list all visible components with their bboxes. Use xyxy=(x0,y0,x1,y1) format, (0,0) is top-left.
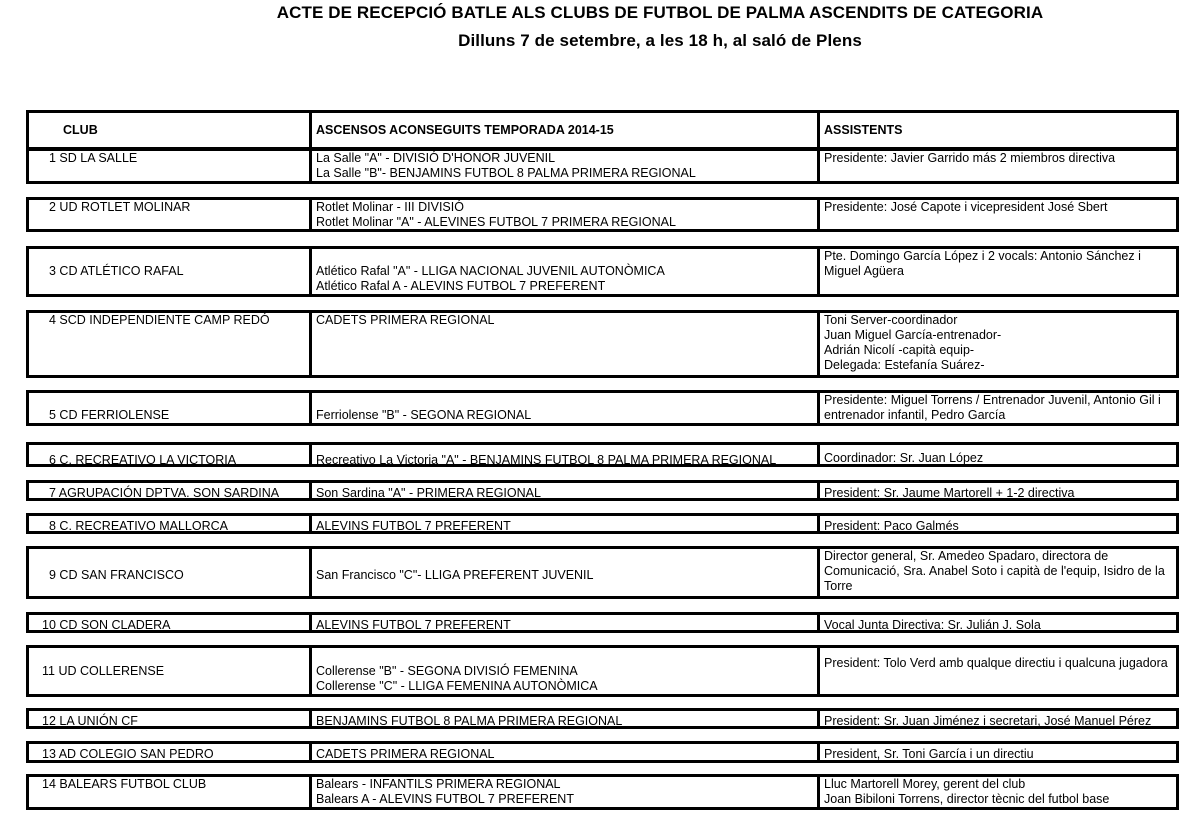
document-subtitle: Dilluns 7 de setembre, a les 18 h, al saló de Plens xyxy=(458,31,862,50)
ascensos-cell xyxy=(312,249,820,294)
assistent-line: President: Tolo Verd amb qualque directiu i qualcuna jugadora xyxy=(824,656,1168,670)
ascensos-cell xyxy=(312,445,820,467)
club-label: CD ATLÉTICO RAFAL xyxy=(55,264,184,278)
club-name xyxy=(49,264,184,279)
club-label: C. RECREATIVO MALLORCA xyxy=(55,519,228,533)
header-cell-assistents xyxy=(820,113,1176,147)
ascens-line: Collerense "B" - SEGONA DIVISIÓ FEMENINA xyxy=(316,664,578,678)
ascens-line: Recreativo La Victoria "A" - BENJAMINS FUTBOL 8 PALMA PRIMERA REGIONAL xyxy=(316,453,777,467)
ascens-line: Atlético Rafal A - ALEVINS FUTBOL 7 PREFERENT xyxy=(316,279,606,293)
club-label: AGRUPACIÓN DPTVA. SON SARDINA xyxy=(55,486,280,500)
ascens-line: Balears - INFANTILS PRIMERA REGIONAL xyxy=(316,777,561,791)
assistents-cell xyxy=(820,516,1176,531)
club-name xyxy=(49,313,270,328)
club-cell xyxy=(29,711,312,726)
row-number: 9 xyxy=(49,568,56,582)
header-cell-club xyxy=(29,113,312,147)
assistents-cell xyxy=(820,777,1176,807)
assistents-cell xyxy=(820,648,1176,694)
club-cell xyxy=(29,200,312,229)
club-label: CD SAN FRANCISCO xyxy=(55,568,184,582)
assistent-line: Adrián Nicolí -capità equip- xyxy=(824,343,975,357)
club-label: CD FERRIOLENSE xyxy=(55,408,170,422)
ascens-line: San Francisco "C"- LLIGA PREFERENT JUVENIL xyxy=(316,568,594,582)
ascens-line: La Salle "A" - DIVISIÓ D'HONOR JUVENIL xyxy=(316,151,556,165)
assistents-cell xyxy=(820,615,1176,630)
table-row xyxy=(26,612,1179,633)
assistents-cell xyxy=(820,549,1176,596)
row-number: 12 xyxy=(42,714,56,728)
club-label: SD LA SALLE xyxy=(55,151,138,165)
ascens-line: Collerense "C" - LLIGA FEMENINA AUTONÒMICA xyxy=(316,679,598,693)
club-cell xyxy=(29,549,312,596)
club-cell xyxy=(29,648,312,694)
club-label: UD COLLERENSE xyxy=(54,664,165,678)
ascensos-cell xyxy=(312,151,820,181)
club-cell xyxy=(29,445,312,467)
assistent-line: Coordinador: Sr. Juan López xyxy=(824,451,984,465)
assistents-cell xyxy=(820,744,1176,760)
row-number: 2 xyxy=(49,200,56,214)
ascensos-cell xyxy=(312,483,820,498)
assistent-line: Presidente: José Capote i vicepresident José Sbert xyxy=(824,200,1108,214)
club-cell xyxy=(29,516,312,531)
assistent-line: President, Sr. Toni García i un directiu xyxy=(824,747,1034,761)
club-name xyxy=(42,747,214,762)
assistent-line: President: Sr. Jaume Martorell + 1-2 directiva xyxy=(824,486,1075,500)
header-cell-ascensos xyxy=(312,113,820,147)
club-label: BALEARS FUTBOL CLUB xyxy=(55,777,207,791)
ascens-line: Rotlet Molinar "A" - ALEVINES FUTBOL 7 PRIMERA REGIONAL xyxy=(316,215,676,229)
ascensos-cell xyxy=(312,313,820,375)
table-row xyxy=(26,310,1179,378)
club-name xyxy=(49,408,169,423)
row-number: 4 xyxy=(49,313,56,327)
club-name xyxy=(49,151,137,166)
table-row xyxy=(26,645,1179,697)
table-row xyxy=(26,197,1179,232)
ascensos-cell xyxy=(312,549,820,596)
table-row xyxy=(26,480,1179,501)
club-name xyxy=(49,486,279,501)
club-name xyxy=(42,618,171,633)
assistents-cell xyxy=(820,151,1176,181)
club-name xyxy=(49,519,228,534)
row-number: 8 xyxy=(49,519,56,533)
assistent-line: Juan Miguel García-entrenador- xyxy=(824,328,1002,342)
club-name xyxy=(42,777,206,792)
ascens-line: Atlético Rafal "A" - LLIGA NACIONAL JUVENIL AUTONÒMICA xyxy=(316,264,665,278)
club-label: UD ROTLET MOLINAR xyxy=(55,200,191,214)
assistents-cell xyxy=(820,249,1176,294)
table-row xyxy=(26,513,1179,534)
row-number: 14 xyxy=(42,777,56,791)
ascensos-cell xyxy=(312,648,820,694)
club-cell xyxy=(29,249,312,294)
club-cell xyxy=(29,313,312,375)
assistents-cell xyxy=(820,711,1176,726)
club-cell xyxy=(29,744,312,760)
assistents-cell xyxy=(820,445,1176,464)
assistents-cell xyxy=(820,483,1176,498)
row-number: 5 xyxy=(49,408,56,422)
ascensos-cell xyxy=(312,200,820,229)
table-row xyxy=(26,148,1179,184)
assistent-line: Vocal Junta Directiva: Sr. Julián J. Sola xyxy=(824,618,1041,632)
ascensos-cell xyxy=(312,393,820,423)
assistent-line: Toni Server-coordinador xyxy=(824,313,958,327)
header-ascensos-label: ASCENSOS ACONSEGUITS TEMPORADA 2014-15 xyxy=(316,123,614,137)
table-row xyxy=(26,546,1179,599)
ascensos-cell xyxy=(312,711,820,726)
assistent-line: Comunicació, Sra. Anabel Soto i capità de l'equip, Isidro de la xyxy=(824,564,1165,578)
club-label: LA UNIÓN CF xyxy=(55,714,138,728)
club-label: C. RECREATIVO LA VICTORIA xyxy=(55,453,237,467)
club-name xyxy=(42,664,164,679)
club-name xyxy=(49,568,184,583)
assistents-cell xyxy=(820,393,1176,423)
club-cell xyxy=(29,151,312,181)
ascens-line: Balears A - ALEVINS FUTBOL 7 PREFERENT xyxy=(316,792,574,806)
ascens-line: Ferriolense "B" - SEGONA REGIONAL xyxy=(316,408,532,422)
club-cell xyxy=(29,615,312,630)
assistents-cell xyxy=(820,200,1176,229)
header-assistents-label: ASSISTENTS xyxy=(824,123,903,137)
assistent-line: President: Paco Galmés xyxy=(824,519,959,533)
header-club-label: CLUB xyxy=(63,123,98,137)
row-number: 11 xyxy=(42,664,55,678)
ascens-line: ALEVINS FUTBOL 7 PREFERENT xyxy=(316,519,511,533)
ascensos-cell xyxy=(312,744,820,760)
assistent-line: Torre xyxy=(824,579,853,593)
assistent-line: Lluc Martorell Morey, gerent del club xyxy=(824,777,1026,791)
row-number: 6 xyxy=(49,453,56,467)
assistent-line: Director general, Sr. Amedeo Spadaro, directora de xyxy=(824,549,1109,563)
club-label: CD SON CLADERA xyxy=(55,618,171,632)
ascensos-cell xyxy=(312,777,820,807)
ascens-line: Son Sardina "A" - PRIMERA REGIONAL xyxy=(316,486,541,500)
table-row xyxy=(26,442,1179,467)
club-cell xyxy=(29,393,312,423)
club-cell xyxy=(29,777,312,807)
table-row xyxy=(26,390,1179,426)
ascensos-cell xyxy=(312,516,820,531)
ascens-line: CADETS PRIMERA REGIONAL xyxy=(316,313,495,327)
club-label: AD COLEGIO SAN PEDRO xyxy=(55,747,214,761)
row-number: 1 xyxy=(49,151,56,165)
assistent-line: entrenador infantil, Pedro García xyxy=(824,408,1006,422)
assistent-line: President: Sr. Juan Jiménez i secretari, José Manuel Pérez xyxy=(824,714,1152,728)
ascens-line: Rotlet Molinar - III DIVISIÓ xyxy=(316,200,464,214)
table-row xyxy=(26,741,1179,763)
document-title: ACTE DE RECEPCIÓ BATLE ALS CLUBS DE FUTBOL DE PALMA ASCENDITS DE CATEGORIA xyxy=(276,3,1044,22)
assistent-line: Presidente: Miguel Torrens / Entrenador Juvenil, Antonio Gil i xyxy=(824,393,1161,407)
assistent-line: Presidente: Javier Garrido más 2 miembros directiva xyxy=(824,151,1116,165)
table-header-row xyxy=(26,110,1179,150)
table-row xyxy=(26,708,1179,729)
assistents-cell xyxy=(820,313,1176,375)
ascensos-cell xyxy=(312,615,820,630)
assistent-line: Miguel Agüera xyxy=(824,264,904,278)
table-row xyxy=(26,774,1179,810)
assistent-line: Delegada: Estefanía Suárez- xyxy=(824,358,985,372)
club-name xyxy=(49,200,190,215)
row-number: 10 xyxy=(42,618,56,632)
ascens-line: BENJAMINS FUTBOL 8 PALMA PRIMERA REGIONAL xyxy=(316,714,623,728)
table-row xyxy=(26,246,1179,297)
club-label: SCD INDEPENDIENTE CAMP REDÓ xyxy=(55,313,270,327)
ascens-line: ALEVINS FUTBOL 7 PREFERENT xyxy=(316,618,511,632)
ascens-line: CADETS PRIMERA REGIONAL xyxy=(316,747,495,761)
ascens-line: La Salle "B"- BENJAMINS FUTBOL 8 PALMA PRIMERA REGIONAL xyxy=(316,166,696,180)
club-name xyxy=(49,453,236,468)
row-number: 3 xyxy=(49,264,56,278)
row-number: 7 xyxy=(49,486,56,500)
club-name xyxy=(42,714,138,729)
club-cell xyxy=(29,483,312,498)
row-number: 13 xyxy=(42,747,56,761)
assistent-line: Joan Bibiloni Torrens, director tècnic del futbol base xyxy=(824,792,1110,806)
assistent-line: Pte. Domingo García López i 2 vocals: Antonio Sánchez i xyxy=(824,249,1141,263)
